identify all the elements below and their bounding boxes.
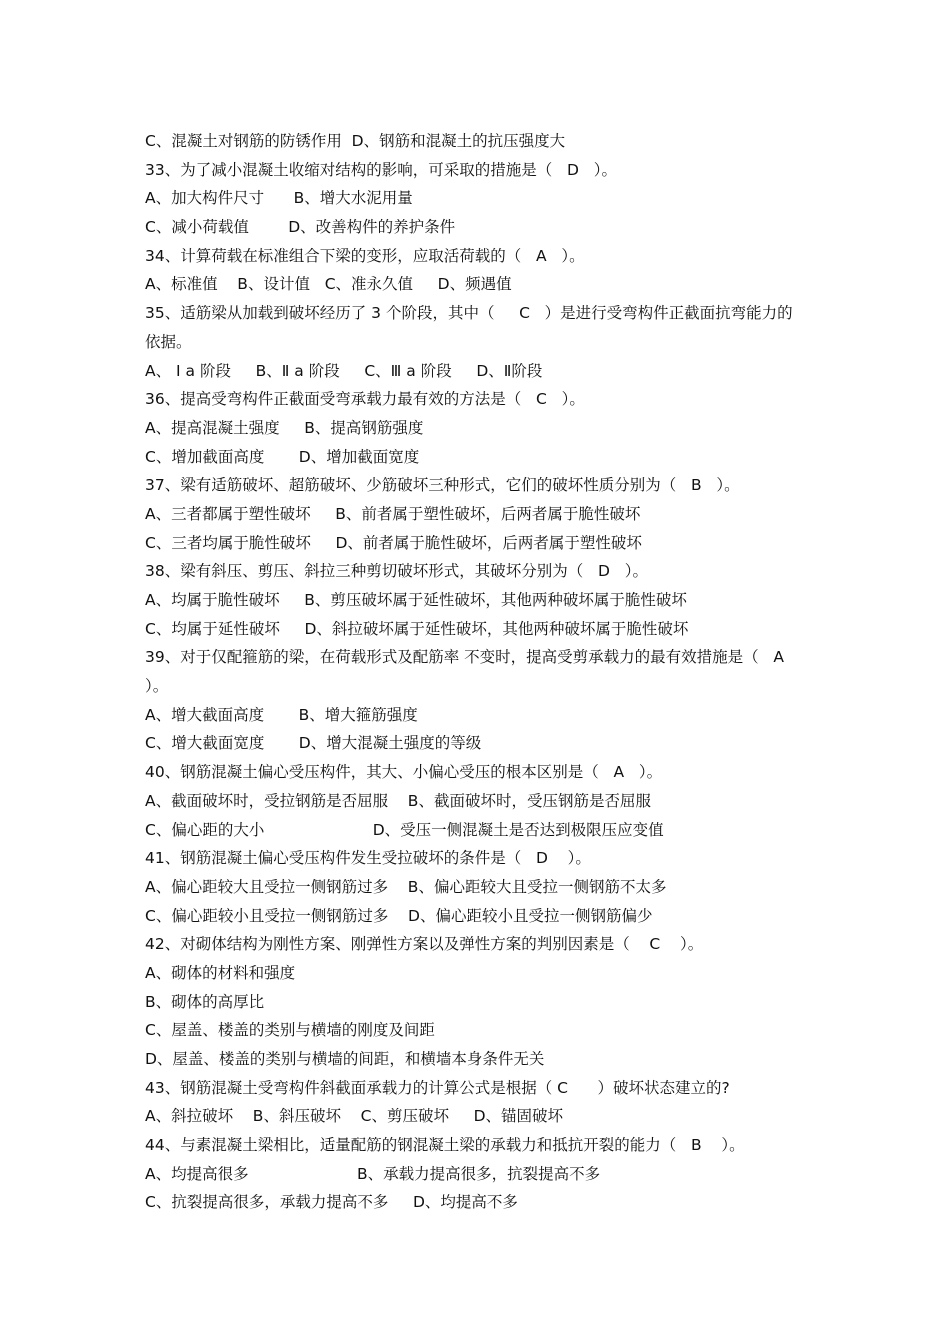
option-line: A、均提高很多 B、承载力提高很多，抗裂提高不多: [145, 1164, 601, 1183]
question-line-continued: 依据。: [145, 332, 192, 351]
question-line: 44、与素混凝土梁相比，适量配筋的钢混凝土梁的承载力和抵抗开裂的能力（ B ）。: [145, 1136, 745, 1155]
option-line: C、减小荷载值 D、改善构件的养护条件: [145, 218, 456, 237]
option-line: A、标准值 B、设计值 C、准永久值 D、频遇值: [145, 275, 512, 294]
question-line: 43、钢筋混凝土受弯构件斜截面承载力的计算公式是根据（ C ）破坏状态建立的?: [145, 1078, 730, 1097]
option-line: D、屋盖、楼盖的类别与横墙的间距，和横墙本身条件无关: [145, 1050, 545, 1068]
option-line: A、加大构件尺寸 B、增大水泥用量: [145, 189, 413, 208]
question-line: 37、梁有适筋破坏、超筋破坏、少筋破坏三种形式，它们的破坏性质分别为（ B ）。: [145, 476, 740, 495]
option-line: C、增加截面高度 D、增加截面宽度: [145, 447, 420, 466]
question-line-continued: ）。: [145, 677, 169, 696]
question-line: 34、计算荷载在标准组合下梁的变形，应取活荷载的（ A ）。: [145, 246, 585, 265]
option-line: A、砌体的材料和强度: [145, 963, 296, 982]
question-line: 42、对砌体结构为刚性方案、刚弹性方案以及弹性方案的判别因素是（ C ）。: [145, 935, 704, 954]
option-line: A、提高混凝土强度 B、提高钢筋强度: [145, 418, 424, 437]
question-line: 36、提高受弯构件正截面受弯承载力最有效的方法是（ C ）。: [145, 390, 585, 409]
option-line: A、增大截面高度 B、增大箍筋强度: [145, 705, 418, 724]
option-line: A、斜拉破坏 B、斜压破坏 C、剪压破坏 D、锚固破坏: [145, 1107, 564, 1126]
option-line: C、屋盖、楼盖的类别与横墙的刚度及间距: [145, 1021, 435, 1040]
option-line: C、三者均属于脆性破坏 D、前者属于脆性破坏，后两者属于塑性破坏: [145, 533, 642, 552]
text-line: C、混凝土对钢筋的防锈作用 D、钢筋和混凝土的抗压强度大: [145, 132, 566, 150]
document-body: [145, 127, 810, 1217]
option-line: C、抗裂提高很多，承载力提高不多 D、均提高不多: [145, 1193, 518, 1212]
option-line: C、偏心距较小且受拉一侧钢筋过多 D、偏心距较小且受拉一侧钢筋偏少: [145, 906, 653, 925]
option-line: A、三者都属于塑性破坏 B、前者属于塑性破坏，后两者属于脆性破坏: [145, 504, 641, 523]
option-line: A、截面破坏时，受拉钢筋是否屈服 B、截面破坏时，受压钢筋是否屈服: [145, 791, 651, 810]
option-line: C、增大截面宽度 D、增大混凝土强度的等级: [145, 734, 482, 753]
option-line: A、 Ⅰ a 阶段 B、Ⅱ a 阶段 C、Ⅲ a 阶段 D、Ⅱ阶段: [145, 361, 543, 380]
option-line: A、均属于脆性破坏 B、剪压破坏属于延性破坏，其他两种破坏属于脆性破坏: [145, 591, 687, 609]
question-line: 41、钢筋混凝土偏心受压构件发生受拉破坏的条件是（ D ）。: [145, 849, 591, 868]
option-line: A、偏心距较大且受拉一侧钢筋过多 B、偏心距较大且受拉一侧钢筋不太多: [145, 877, 667, 896]
option-line: B、砌体的高厚比: [145, 992, 265, 1011]
question-line: 38、梁有斜压、剪压、斜拉三种剪切破坏形式，其破坏分别为（ D ）。: [145, 562, 648, 581]
question-line: 39、对于仅配箍筋的梁，在荷载形式及配筋率 不变时，提高受剪承载力的最有效措施是（ A: [145, 648, 785, 667]
question-line: 35、适筋梁从加载到破坏经历了 3 个阶段，其中（ C ）是进行受弯构件正截面抗弯能力的: [145, 304, 793, 323]
question-line: 33、为了减小混凝土收缩对结构的影响，可采取的措施是（ D ）。: [145, 160, 617, 179]
option-line: C、偏心距的大小 D、受压一侧混凝土是否达到极限压应变值: [145, 820, 664, 839]
option-line: C、均属于延性破坏 D、斜拉破坏属于延性破坏，其他两种破坏属于脆性破坏: [145, 619, 689, 638]
question-line: 40、钢筋混凝土偏心受压构件，其大、小偏心受压的根本区别是（ A ）。: [145, 763, 663, 782]
